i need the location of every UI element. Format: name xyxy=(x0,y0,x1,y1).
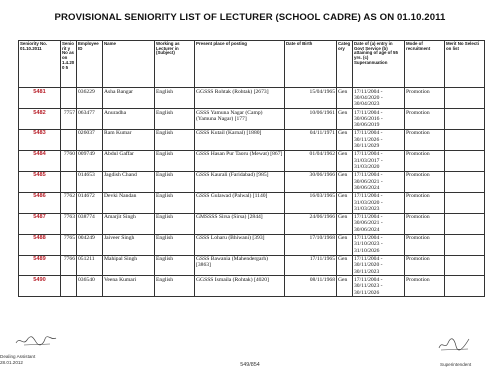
cell-name: Anuradha xyxy=(103,108,155,129)
cell-posting: GGSSS Rohtak (Rohtak) [2673] xyxy=(195,88,285,109)
cell-service-dates: 17/11/2004 - 30/06/2021 - 30/06/2024 xyxy=(353,213,405,234)
cell-merit xyxy=(445,213,485,234)
cell-employee-id: 004249 xyxy=(77,234,103,255)
cell-dob: 04/11/1971 xyxy=(285,129,337,150)
cell-seniority-no: 5490 xyxy=(19,276,61,297)
cell-mode: Promotion xyxy=(405,213,445,234)
cell-name: Abdul Gaffar xyxy=(103,150,155,171)
superintendent-label: Superintendent xyxy=(440,362,472,367)
cell-employee-id: 009749 xyxy=(77,150,103,171)
cell-dob: 15/04/1965 xyxy=(285,88,337,109)
col-header-posting: Present place of posting xyxy=(195,41,285,88)
table-row xyxy=(19,88,485,109)
cell-category: Gen xyxy=(337,88,353,109)
col-header-dob: Date of Birth xyxy=(285,41,337,88)
cell-dob: 01/04/1962 xyxy=(285,150,337,171)
table-row xyxy=(19,255,485,276)
cell-old-seniority xyxy=(61,88,77,109)
table-row xyxy=(19,234,485,255)
cell-subject: English xyxy=(155,192,195,213)
cell-employee-id: 026037 xyxy=(77,129,103,150)
cell-merit xyxy=(445,129,485,150)
col-header-merit: Merit No Selecti on list xyxy=(445,41,485,88)
page-number: 549/854 xyxy=(240,362,260,368)
cell-mode: Promotion xyxy=(405,88,445,109)
cell-subject: English xyxy=(155,129,195,150)
cell-name: Veena Kumari xyxy=(103,276,155,297)
cell-service-dates: 17/11/2004 - 31/10/2023 - 31/10/2026 xyxy=(353,234,405,255)
cell-merit xyxy=(445,150,485,171)
cell-category: Gen xyxy=(337,255,353,276)
cell-employee-id: 014672 xyxy=(77,192,103,213)
cell-mode: Promotion xyxy=(405,150,445,171)
cell-dob: 30/06/1966 xyxy=(285,171,337,192)
page-title: PROVISIONAL SENIORITY LIST OF LECTURER (SCHOOL CADRE) AS ON 01.10.2011 xyxy=(54,12,446,23)
cell-subject: English xyxy=(155,150,195,171)
cell-dob: 08/11/1968 xyxy=(285,276,337,297)
col-header-subject: Working as Lecturer in (Subject) xyxy=(155,41,195,88)
cell-service-dates: 17/11/2004 - 30/11/2026 - 30/11/2029 xyxy=(353,129,405,150)
cell-posting: GSSS Gulawad (Palwal) [1140] xyxy=(195,192,285,213)
cell-subject: English xyxy=(155,255,195,276)
cell-employee-id: 036540 xyxy=(77,276,103,297)
table-row xyxy=(19,213,485,234)
cell-subject: English xyxy=(155,108,195,129)
table-row xyxy=(19,108,485,129)
cell-service-dates: 17/11/2004 - 30/04/2020 - 30/04/2023 xyxy=(353,88,405,109)
cell-service-dates: 17/11/2004 - 30/11/2023 - 30/11/2026 xyxy=(353,276,405,297)
cell-mode: Promotion xyxy=(405,276,445,297)
cell-old-seniority: 7763 xyxy=(61,213,77,234)
cell-name: Jagdish Chand xyxy=(103,171,155,192)
cell-name: Devki Nandan xyxy=(103,192,155,213)
cell-name: Ram Kumar xyxy=(103,129,155,150)
cell-employee-id: 051211 xyxy=(77,255,103,276)
cell-seniority-no: 5481 xyxy=(19,88,61,109)
cell-dob: 17/11/1965 xyxy=(285,255,337,276)
cell-posting: GSSS Yamuna Nagar (Camp) (Yamuna Nagar) [177] xyxy=(195,108,285,129)
dealing-assistant-date: 28.01.2012 xyxy=(0,359,23,365)
cell-old-seniority: 7757 xyxy=(61,108,77,129)
cell-name: Mahipal Singh xyxy=(103,255,155,276)
cell-service-dates: 17/11/2004 - 31/03/2020 - 31/03/2023 xyxy=(353,192,405,213)
cell-seniority-no: 5483 xyxy=(19,129,61,150)
cell-dob: 24/06/1966 xyxy=(285,213,337,234)
cell-category: Gen xyxy=(337,150,353,171)
cell-merit xyxy=(445,234,485,255)
cell-dob: 16/03/1965 xyxy=(285,192,337,213)
cell-mode: Promotion xyxy=(405,108,445,129)
table-header-row xyxy=(19,41,485,88)
cell-service-dates: 17/11/2004 - 30/11/2020 - 30/11/2023 xyxy=(353,255,405,276)
cell-seniority-no: 5489 xyxy=(19,255,61,276)
cell-old-seniority: 7766 xyxy=(61,255,77,276)
cell-category: Gen xyxy=(337,171,353,192)
col-header-category: Category xyxy=(337,41,353,88)
cell-mode: Promotion xyxy=(405,234,445,255)
col-header-employee-id: Employee ID xyxy=(77,41,103,88)
superintendent-signature xyxy=(436,336,472,352)
col-header-old-seniority: Seniorit y No as on 1.4.200 5 xyxy=(61,41,77,88)
cell-old-seniority: 7765 xyxy=(61,234,77,255)
cell-employee-id: 036229 xyxy=(77,88,103,109)
table-row xyxy=(19,171,485,192)
table-row xyxy=(19,192,485,213)
cell-name: Amarjit Singh xyxy=(103,213,155,234)
table-row xyxy=(19,276,485,297)
cell-seniority-no: 5488 xyxy=(19,234,61,255)
cell-dob: 17/10/1968 xyxy=(285,234,337,255)
cell-posting: GGSSS Ismaila (Rohtak) [4020] xyxy=(195,276,285,297)
cell-subject: English xyxy=(155,234,195,255)
cell-merit xyxy=(445,255,485,276)
cell-posting: GSSS Kaurali (Faridabad) [985] xyxy=(195,171,285,192)
cell-mode: Promotion xyxy=(405,171,445,192)
cell-old-seniority xyxy=(61,171,77,192)
cell-subject: English xyxy=(155,276,195,297)
cell-dob: 10/06/1961 xyxy=(285,108,337,129)
cell-subject: English xyxy=(155,171,195,192)
cell-mode: Promotion xyxy=(405,129,445,150)
cell-employee-id: 038774 xyxy=(77,213,103,234)
cell-seniority-no: 5486 xyxy=(19,192,61,213)
cell-mode: Promotion xyxy=(405,192,445,213)
cell-posting: GMSSSS Sirsa (Sirsa) [2844] xyxy=(195,213,285,234)
cell-old-seniority: 7760 xyxy=(61,150,77,171)
cell-employee-id: 014653 xyxy=(77,171,103,192)
table-row xyxy=(19,129,485,150)
cell-category: Gen xyxy=(337,276,353,297)
cell-merit xyxy=(445,88,485,109)
cell-seniority-no: 5485 xyxy=(19,171,61,192)
cell-service-dates: 17/11/2004 - 31/03/2017 - 31/03/2020 xyxy=(353,150,405,171)
cell-merit xyxy=(445,276,485,297)
cell-category: Gen xyxy=(337,213,353,234)
cell-category: Gen xyxy=(337,192,353,213)
cell-merit xyxy=(445,108,485,129)
dealing-assistant-label: Dealing Assistant xyxy=(0,354,36,359)
cell-posting: GSSS Loharu (Bhiwani) [393] xyxy=(195,234,285,255)
cell-category: Gen xyxy=(337,234,353,255)
cell-seniority-no: 5482 xyxy=(19,108,61,129)
cell-old-seniority xyxy=(61,129,77,150)
cell-old-seniority: 7762 xyxy=(61,192,77,213)
col-header-name: Name xyxy=(103,41,155,88)
cell-subject: English xyxy=(155,213,195,234)
cell-service-dates: 17/11/2004 - 30/06/2016 - 30/06/2019 xyxy=(353,108,405,129)
col-header-service-dates: Date of (a) entry in Govt Service (b) attaining of age of 55 yrs. (c) Superannuation xyxy=(353,41,405,88)
cell-merit xyxy=(445,192,485,213)
cell-employee-id: 063477 xyxy=(77,108,103,129)
cell-seniority-no: 5484 xyxy=(19,150,61,171)
cell-name: Asha Bangar xyxy=(103,88,155,109)
cell-merit xyxy=(445,171,485,192)
col-header-mode: Mode of recruitment xyxy=(405,41,445,88)
col-header-seniority-no: Seniority No. 01.10.2011 xyxy=(19,41,61,88)
cell-posting: GSSS Hasan Pur Taoru (Mewat) [867] xyxy=(195,150,285,171)
dealing-assistant-signature xyxy=(14,334,58,348)
cell-category: Gen xyxy=(337,129,353,150)
cell-service-dates: 17/11/2004 - 30/06/2021 - 30/06/2024 xyxy=(353,171,405,192)
cell-name: Jaiveer Singh xyxy=(103,234,155,255)
cell-subject: English xyxy=(155,88,195,109)
cell-posting: GSSS Kutail (Karnal) [1880] xyxy=(195,129,285,150)
cell-mode: Promotion xyxy=(405,255,445,276)
table-row xyxy=(19,150,485,171)
cell-posting: GSSS Bawania (Mahendergarh) [3863] xyxy=(195,255,285,276)
cell-old-seniority xyxy=(61,276,77,297)
cell-seniority-no: 5487 xyxy=(19,213,61,234)
seniority-table xyxy=(18,40,485,297)
cell-category: Gen xyxy=(337,108,353,129)
